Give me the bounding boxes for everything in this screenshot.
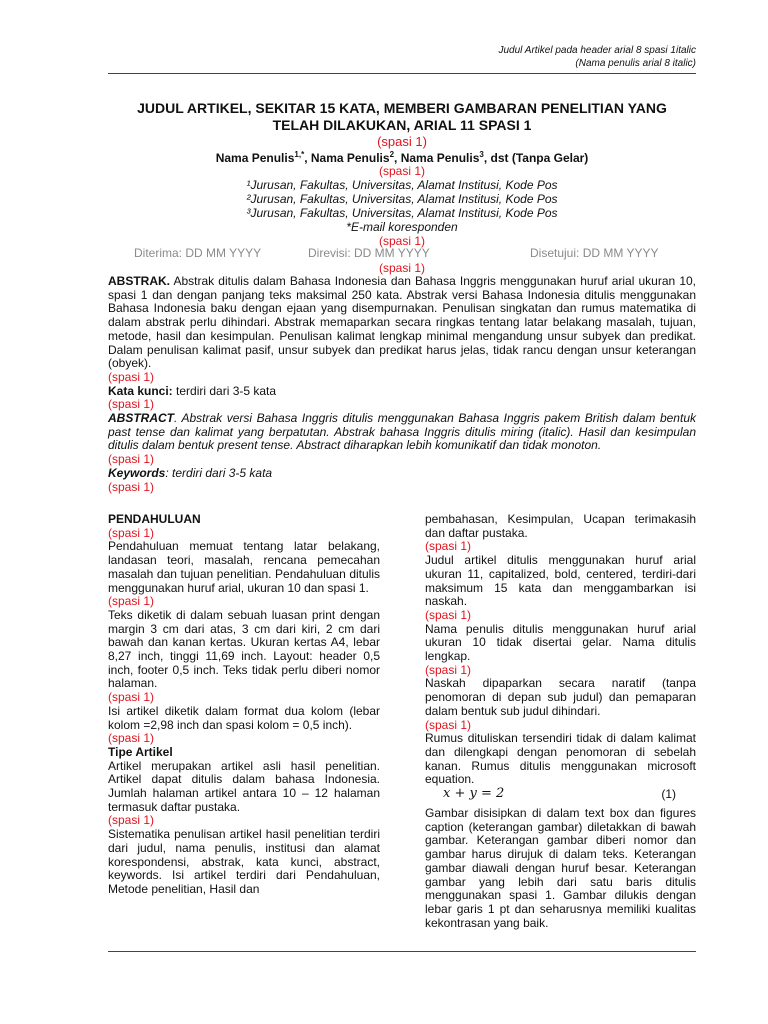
subheading-text: Tipe Artikel [108,744,173,759]
spasi-note: (spasi 1) [425,662,472,677]
spasi-note: (spasi 1) [378,164,425,178]
abstract-paragraph [108,412,696,453]
spasi-note: (spasi 1) [108,369,155,384]
spasi-note: (spasi 1) [425,607,472,622]
paragraph: pembahasan, Kesimpulan, Ucapan terimakasih dan daftar pustaka. [425,512,696,540]
paragraph: Rumus dituliskan tersendiri tidak di dalam kalimat dan dilengkapi dengan penomoran di sebelah kanan. Rumus ditulis menggunakan microsoft equation. [425,731,696,787]
equation [425,787,696,804]
affiliation-3: ³Jurusan, Fakultas, Universitas, Alamat Institusi, Kode Pos [246,206,558,220]
heading-text: PENDAHULUAN [108,512,201,526]
keywords [108,467,696,481]
affiliation-2: ²Jurusan, Fakultas, Universitas, Alamat Institusi, Kode Pos [246,192,558,206]
paragraph: Artikel merupakan artikel asli hasil penelitian. Artikel dapat ditulis dalam bahasa Indonesia. Jumlah halaman artikel antara 10 – 12 halaman termasuk daftar pustaka. [108,758,380,814]
spasi-note: (spasi 1) [108,525,155,540]
kata-kunci-text: terdiri dari 3-5 kata [172,383,277,398]
author-name-1: Nama Penulis [215,151,295,165]
affiliations [108,178,696,234]
keywords-label: Keywords [108,465,166,480]
accepted-date: Disetujui: DD MM YYYY [530,246,659,260]
subsection-heading-tipe-artikel [108,746,380,760]
author-sup-1: 1,* [294,150,305,159]
right-column [425,513,696,930]
footer-divider [108,951,696,952]
kata-kunci-label: Kata kunci: [108,383,173,398]
spasi-note: (spasi 1) [425,539,472,554]
abstract-label: ABSTRACT [108,411,174,426]
received-date: Diterima: DD MM YYYY [134,246,262,260]
abstract-text: . Abstrak versi Bahasa Inggris ditulis menggunakan Bahasa Inggris pakem British dalam bentuk past tense dan kalimat yang berpatutan. Abstrak bahasa Inggris ditulis miring (italic). Hasil dan kesimpulan ditulis dalam bentuk present tense. Abstract diharapkan lebih komunikatif dan tidak monoton. [108,411,696,453]
running-header [498,44,696,70]
abstract-section [108,275,696,494]
header-author: (Nama penulis arial 8 italic) [575,58,696,69]
author-list [108,150,696,165]
paragraph: Pendahuluan memuat tentang latar belakang, landasan teori, masalah, rencana pemecahan masalah dan tujuan penelitian. Pendahuluan ditulis menggunakan huruf arial, ukuran 10 dan spasi 1. [108,539,380,595]
author-name-3: Nama Penulis [400,151,480,165]
left-column [108,513,380,897]
spasi-note: (spasi 1) [108,452,155,467]
section-heading-pendahuluan [108,513,380,527]
spasi-note: (spasi 1) [108,397,155,412]
abstrak-paragraph [108,275,696,371]
equation-number: (1) [661,787,676,802]
paragraph: Sistematika penulisan artikel hasil penelitian terdiri dari judul, nama penulis, institusi dan alamat korespondensi, abstrak, kata kunci, abstract, keywords. Isi artikel terdiri dari Pendahuluan, Metode penelitian, Hasil dan [108,827,380,896]
submission-dates [108,246,696,261]
spasi-note: (spasi 1) [108,813,155,828]
author-name-2: Nama Penulis [310,151,390,165]
spasi-note: (spasi 1) [378,234,425,248]
paragraph: Naskah dipaparkan secara naratif (tanpa penomoran di depan sub judul) dan pemaparan dalam bentuk sub judul dihindari. [425,676,696,718]
paragraph: Isi artikel diketik dalam format dua kolom (lebar kolom =2,98 inch dan spasi kolom = 0,5 inch). [108,703,380,732]
spasi-note: (spasi 1) [108,594,155,609]
header-divider [108,73,696,74]
equation-formula: x + y = 2 [443,786,505,802]
spasi-note: (spasi 1) [108,479,155,494]
author-separator: , [304,151,311,165]
paragraph: Nama penulis ditulis menggunakan huruf arial ukuran 10 tidak disertai gelar. Nama ditulis lengkap. [425,621,696,664]
spasi-note: (spasi 1) [378,261,425,275]
corresponding-email: *E-mail koresponden [346,220,458,234]
header-title: Judul Artikel pada header arial 8 spasi 1italic [498,45,696,56]
abstrak-label: ABSTRAK. [108,274,170,288]
spasi-note: (spasi 1) [108,690,155,705]
paragraph: Teks diketik di dalam sebuah luasan print dengan margin 3 cm dari atas, 3 cm dari kiri, 2 cm dari bawah dan kanan kertas. Ukuran kertas A4, lebar 8,27 inch, tinggi 11,69 inch. Layout: header 0,5 inch, footer 0,5 inch. Teks tidak perlu diberi nomor halaman. [108,607,380,691]
title-line-2: TELAH DILAKUKAN, ARIAL 11 SPASI 1 [272,117,532,133]
spasi-note: (spasi 1) [108,731,155,746]
author-sup-3: 3 [479,150,484,159]
article-title [108,100,696,134]
affiliation-1: ¹Jurusan, Fakultas, Universitas, Alamat Institusi, Kode Pos [246,178,558,192]
author-separator: , [394,151,401,165]
kata-kunci [108,385,696,399]
author-tail: , dst (Tanpa Gelar) [483,151,589,165]
spasi-note: (spasi 1) [377,134,427,149]
paragraph: Judul artikel ditulis menggunakan huruf arial ukuran 11, capitalized, bold, centered, terdiri-dari maksimum 15 kata dan menggambarkan isi naskah. [425,553,696,609]
spasi-note: (spasi 1) [425,717,472,732]
revised-date: Direvisi: DD MM YYYY [308,246,430,260]
author-sup-2: 2 [389,150,395,159]
title-line-1: JUDUL ARTIKEL, SEKITAR 15 KATA, MEMBERI GAMBARAN PENELITIAN YANG [137,100,667,116]
keywords-text: : terdiri dari 3-5 kata [165,465,273,480]
paragraph: Gambar disisipkan di dalam text box dan figures caption (keterangan gambar) diletakkan di bawah gambar. Keterangan gambar diberi nomor dan gambar harus dirujuk di dalam teks. Keterangan gambar diawali dengan huruf besar. Keterangan gambar yang lebih dari satu baris ditulis menggunakan spasi 1. Gambar dilukis dengan lebar garis 1 pt dan seharusnya memiliki kualitas kekontrasan yang baik. [425,806,696,930]
abstrak-text: Abstrak ditulis dalam Bahasa Indonesia dan Bahasa Inggris menggunakan huruf arial ukuran 10, spasi 1 dan dengan panjang teks maksimal 250 kata. Abstrak versi Bahasa Indonesia ditulis menggunakan Bahasa Indonesia baku dengan ejaan yang disempurnakan. Penulisan singkatan dan rumus matematika di dalam abstrak perlu dihindari. Abstrak memaparkan secara ringkas tentang latar belakang masalah, tujuan, metode, hasil dan kesimpulan. Penulisan kalimat lengkap minimal mengandung unsur subyek dan predikat. Dalam penulisan kalimat pasif, unsur subyek dan predikat harus jelas, tidak rancu dengan unsur keterangan (obyek). [108,274,696,371]
